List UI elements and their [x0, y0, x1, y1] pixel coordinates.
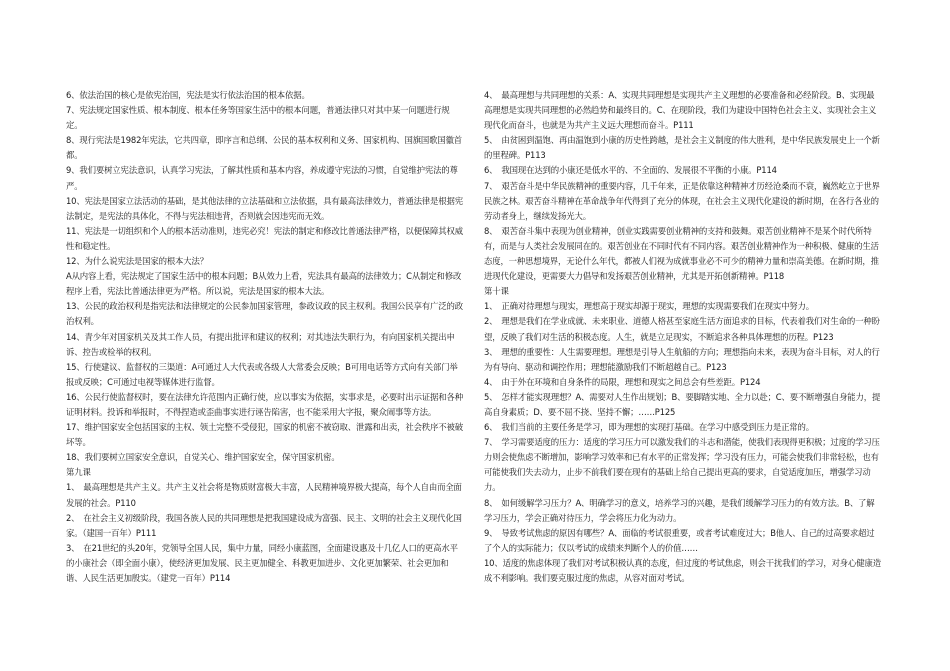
paragraph: 15、行使建议、监督权的三渠道：A可通过人大代表或各级人大常委会反映；B可用电话等方式向有关部门举报或反映；C可通过电视等媒体进行监督。	[66, 361, 458, 387]
paragraph: 18、我们要树立国家安全意识，自觉关心、维护国家安全，保守国家机密。	[66, 452, 340, 463]
paragraph: 7、 学习需要适度的压力：适度的学习压力可以激发我们的斗志和潜能，使我们表现得更积极；过度的学习压力则会使焦虑不断增加，影响学习效率和已有水平的正常发挥；学习没有压力，可能会使我们非常轻松，也有可能使我们失去动力，止步不前我们要在现有的基础上给自己提出更高的要求，自觉适度加压，增强学习动力。	[484, 437, 880, 493]
paragraph: 8、 艰苦奋斗集中表现为创业精神，创业实践需要创业精神的支持和鼓舞。艰苦创业精神不是某个时代所特有，而是与人类社会发展同在的。艰苦创业在不同时代有不同内容。艰苦创业精神作为一种积极、健康的生活态度，一种思想境界，无论什么年代，都被人们视为成就事业必不可少的精神力量和崇高美德。在新时期，推进现代化建设，更需要大力倡导和发扬艰苦创业精神，尤其是开拓创新精神。P118	[484, 225, 879, 282]
paragraph: 17、维护国家安全包括国家的主权、领土完整不受侵犯，国家的机密不被窃取、泄露和出卖，社会秩序不被破坏等。	[66, 422, 463, 448]
paragraph: 1、 正确对待理想与现实，理想高于现实却源于现实，理想的实现需要我们在现实中努力。	[484, 301, 814, 312]
paragraph: 14、青少年对国家机关及其工作人员，有提出批评和建议的权利；对其违法失职行为，有向国家机关提出申诉、控告或检举的权利。	[66, 331, 455, 357]
lesson-heading: 第十课	[484, 286, 509, 297]
paragraph: 7、 艰苦奋斗是中华民族精神的重要内容，几千年来，正是依靠这种精神才历经沧桑而不衰，巍然屹立于世界民族之林。艰苦奋斗精神在革命战争年代得到了充分的体现，在社会主义现代化建设的新时期，在各行各业的劳动者身上，继续发扬光大。	[484, 180, 880, 221]
paragraph: 8、现行宪法是1982年宪法，它共四章，即序言和总纲、公民的基本权利和义务、国家机构、国旗国歌国徽首都。	[66, 135, 463, 161]
paragraph: 9、我们要树立宪法意识，认真学习宪法，了解其性质和基本内容，养成遵守宪法的习惯，自觉维护宪法的尊严。	[66, 165, 458, 191]
paragraph: 1、 最高理想是共产主义。共产主义社会将是物质财富极大丰富，人民精神境界极大提高，每个人自由而全面发展的社会。P110	[66, 482, 462, 508]
paragraph: 4、 由于外在环境和自身条件的局限，理想和现实之间总会有些差距。P124	[484, 376, 761, 387]
paragraph: 6、 我国现在达到的小康还是低水平的、不全面的、发展很不平衡的小康。P114	[484, 165, 777, 176]
paragraph: 3、 理想的重要性：人生需要理想。理想是引导人生航船的方向；理想指向未来，表现为奋斗目标，对人的行为有导向、驱动和调控作用；理想能激励我们不断超越自己。P123	[484, 346, 880, 372]
paragraph: 10、宪法是国家立法活动的基础，是其他法律的立法基础和立法依据，具有最高法律效力，普通法律是根据宪法制定，是宪法的具体化，不得与宪法相违背，否则就会因违宪而无效。	[66, 195, 463, 221]
paragraph: 2、 在社会主义初级阶段，我国各族人民的共同理想是把我国建设成为富强、民主、文明的社会主义现代化国家。（建国一百年）P111	[66, 512, 462, 538]
paragraph: 7、宪法规定国家性质、根本制度、根本任务等国家生活中的根本问题，普通法律只对其中某一问题进行规定。	[66, 105, 450, 131]
paragraph: 5、 怎样才能实现理想？A、需要对人生作出规划；B、要脚踏实地、全力以赴；C、要不断增强自身能力，提高自身素质；D、要不屈不挠、坚持不懈；……P125	[484, 391, 881, 417]
paragraph: 16、公民行使监督权时，要在法律允许范围内正确行使，应以事实为依据，实事求是，必要时出示证据和各种证明材料。投诉和举报时，不得捏造或歪曲事实进行诬告陷害，也不能采用大字报，聚众闹事等方法。	[66, 391, 463, 417]
paragraph: 3、 在21世纪的头20年，党领导全国人民，集中力量，同经小康蓝图，全面建设惠及十几亿人口的更高水平的小康社会（即全面小康），使经济更加发展、民主更加健全、科教更加进步、文化更加繁荣、社会更加和谐、人民生活更加殷实。（建党一百年）P114	[66, 542, 458, 583]
paragraph: 5、 由贫困到温饱、再由温饱到小康的历史性跨越，是社会主义制度的伟大胜利，是中华民族发展史上一个新的里程碑。P113	[484, 135, 880, 161]
paragraph: 6、依法治国的核心是依宪治国，宪法是实行依法治国的根本依据。	[66, 90, 310, 100]
paragraph: 8、 如何缓解学习压力？A、明确学习的意义，培养学习的兴趣，是我们缓解学习压力的有效方法。B、了解学习压力，学会正确对待压力，学会将压力化为动力。	[484, 497, 875, 523]
right-column	[484, 88, 882, 586]
left-column	[66, 88, 464, 586]
paragraph: 9、 导致考试焦虑的原因有哪些？A、面临的考试很重要，或者考试难度过大；B他人、自己的过高要求超过了个人的实际能力；仅以考试的成绩来判断个人的价值……	[484, 527, 875, 553]
paragraph: 11、宪法是一切组织和个人的根本活动准则，违宪必究！宪法的制定和修改比普通法律严格，以便保障其权威性和稳定性。	[66, 225, 463, 251]
paragraph: 13、公民的政治权利是指宪法和法律规定的公民参加国家管理，参政议政的民主权利。我国公民享有广泛的政治权利。	[66, 301, 463, 327]
paragraph: 4、 最高理想与共同理想的关系：A、实现共同理想是实现共产主义理想的必要准备和必经阶段。B、实现最高理想是实现共同理想的必然趋势和最终目的。C、在现阶段，我们为建设中国特色社会主义、实现社会主义现代化而奋斗，也就是为共产主义远大理想而奋斗。P111	[484, 90, 877, 131]
paragraph: 10、适度的焦虑体现了我们对考试积极认真的态度，但过度的考试焦虑，则会干扰我们的学习，对身心健康造成不利影响。我们要克服过度的焦虑，从容对面对考试。	[484, 557, 881, 583]
question-heading: 12、为什么说宪法是国家的根本大法？	[66, 256, 208, 267]
paragraph: 6、 我们当前的主要任务是学习，即为理想的实现打基础。在学习中感受到压力是正常的。	[484, 422, 814, 433]
paragraph: 2、 理想是我们在学业成就、未来职业、道德人格甚至家庭生活方面追求的目标，代表着我们对生命的一种盼望，反映了我们对生活的积极态度。人生，就是立足现实，不断追求各种具体理想的历程。P123	[484, 316, 880, 342]
paragraph: A从内容上看，宪法规定了国家生活中的根本问题；B从效力上看，宪法具有最高的法律效力；C从制定和修改程序上看，宪法比普通法律更为严格。所以说，宪法是国家的根本大法。	[66, 271, 462, 297]
lesson-heading: 第九课	[66, 467, 91, 478]
